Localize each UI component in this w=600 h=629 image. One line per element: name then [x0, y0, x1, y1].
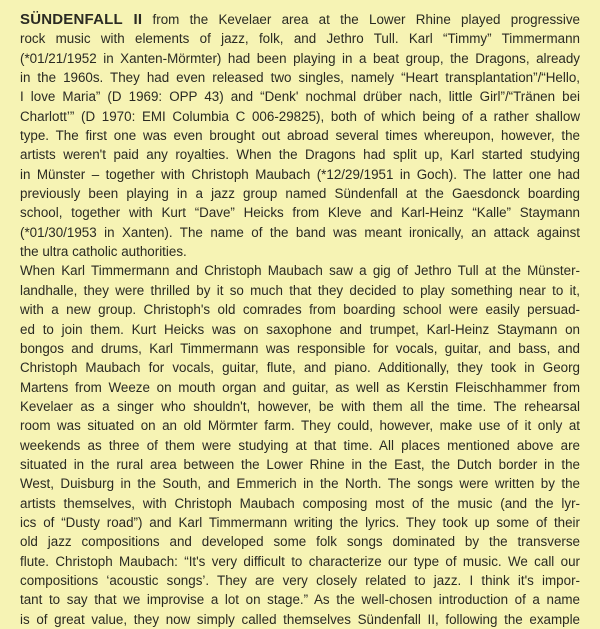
text-line: Kevelaer as a singer who shouldn't, however, be with them all the time. The rehearsal	[20, 398, 580, 414]
text-line: the ultra catholic authorities.	[20, 244, 187, 260]
text-line: landhalle, they were thrilled by it so much that they decided to play something near to it,	[20, 282, 580, 298]
text-line: weekends as three of them were studying at that time. All places mentioned above are	[20, 437, 580, 453]
text-line: Christoph Maubach for vocals, guitar, flute, and piano. Additionally, they took in Georg	[20, 360, 580, 376]
text-line: rock music with elements of jazz, folk, and Jethro Tull. Karl “Timmy” Timmermann	[20, 31, 580, 47]
text-line: I love Maria” (D 1969: OPP 43) and “Denk' nochmal drüber nach, little Girl”/“Tränen bei	[20, 89, 580, 105]
text-line: old jazz compositions and developed some folk songs dominated by the transverse	[20, 534, 580, 550]
text-line: in Münster – together with Christoph Maubach (*12/29/1951 in Goch). The latter one had	[20, 166, 580, 182]
text-line: tant to say that we improvise a lot on stage.” As the well-chosen introduction of a name	[20, 592, 580, 608]
text-line: bongos and drums, Karl Timmermann was responsible for vocals, guitar, and bass, and	[20, 340, 580, 356]
text-line: (*01/30/1953 in Xanten). The name of the band was meant ironically, an attack against	[20, 224, 580, 240]
paragraph-2	[20, 261, 580, 629]
band-name: SÜNDENFALL II	[20, 11, 143, 28]
text-line: artists themselves, with Christoph Maubach composing most of the music (and the lyr-	[20, 495, 580, 511]
text-line: artists weren't paid any royalties. When the Dragons had split up, Karl started studying	[20, 147, 580, 163]
text-line: school, together with Kurt “Dave” Heicks from Kleve and Karl-Heinz “Kalle” Staymann	[20, 205, 580, 221]
text-line: SÜNDENFALL II from the Kevelaer area at the Lower Rhine played progressive	[20, 11, 580, 28]
text-line: previously been playing in a jazz group named Sündenfall at the Gaesdonck boarding	[20, 186, 580, 202]
text-line: situated in the rural area between the Lower Rhine in the East, the Dutch border in the	[20, 456, 580, 472]
text-line: (*01/21/1952 in Xanten-Mörmter) had been playing in a beat group, the Dragons, already	[20, 50, 580, 66]
text-line: type. The first one was even brought out abroad several times whereupon, however, the	[20, 128, 580, 144]
text-line: in the 1960s. They had even released two singles, namely “Heart transplantation”/“Hello,	[20, 70, 580, 86]
text-line: ics of “Dusty road”) and Karl Timmermann writing the lyrics. They took up some of their	[20, 514, 580, 530]
text-line: Charlott’” (D 1970: EMI Columbia C 006-29825), both of which being of a rather shallow	[20, 108, 580, 124]
text-line: West, Duisburg in the South, and Emmerich in the North. The songs were written by the	[20, 476, 580, 492]
text-line: with a new group. Christoph's old comrades from boarding school were easily persuad-	[20, 302, 580, 318]
text-line: room was situated on an old Mörmter farm. They could, however, make use of it only at	[20, 418, 580, 434]
paragraph-1	[20, 10, 580, 261]
text-line: When Karl Timmermann and Christoph Maubach saw a gig of Jethro Tull at the Münster-	[20, 263, 580, 279]
text-line: is of great value, they now simply called themselves Sündenfall II, following the example	[20, 611, 580, 627]
text-line: flute. Christoph Maubach: “It's very difficult to characterize our type of music. We call our	[20, 553, 580, 569]
text-line: ed to join them. Kurt Heicks was on saxophone and trumpet, Karl-Heinz Staymann on	[20, 321, 580, 337]
text-line: Martens from Weeze on mouth organ and guitar, as well as Kerstin Fleischhammer from	[20, 379, 580, 395]
text-line: compositions ‘acoustic songs’. They are very closely related to jazz. I think it's impor-	[20, 572, 580, 588]
